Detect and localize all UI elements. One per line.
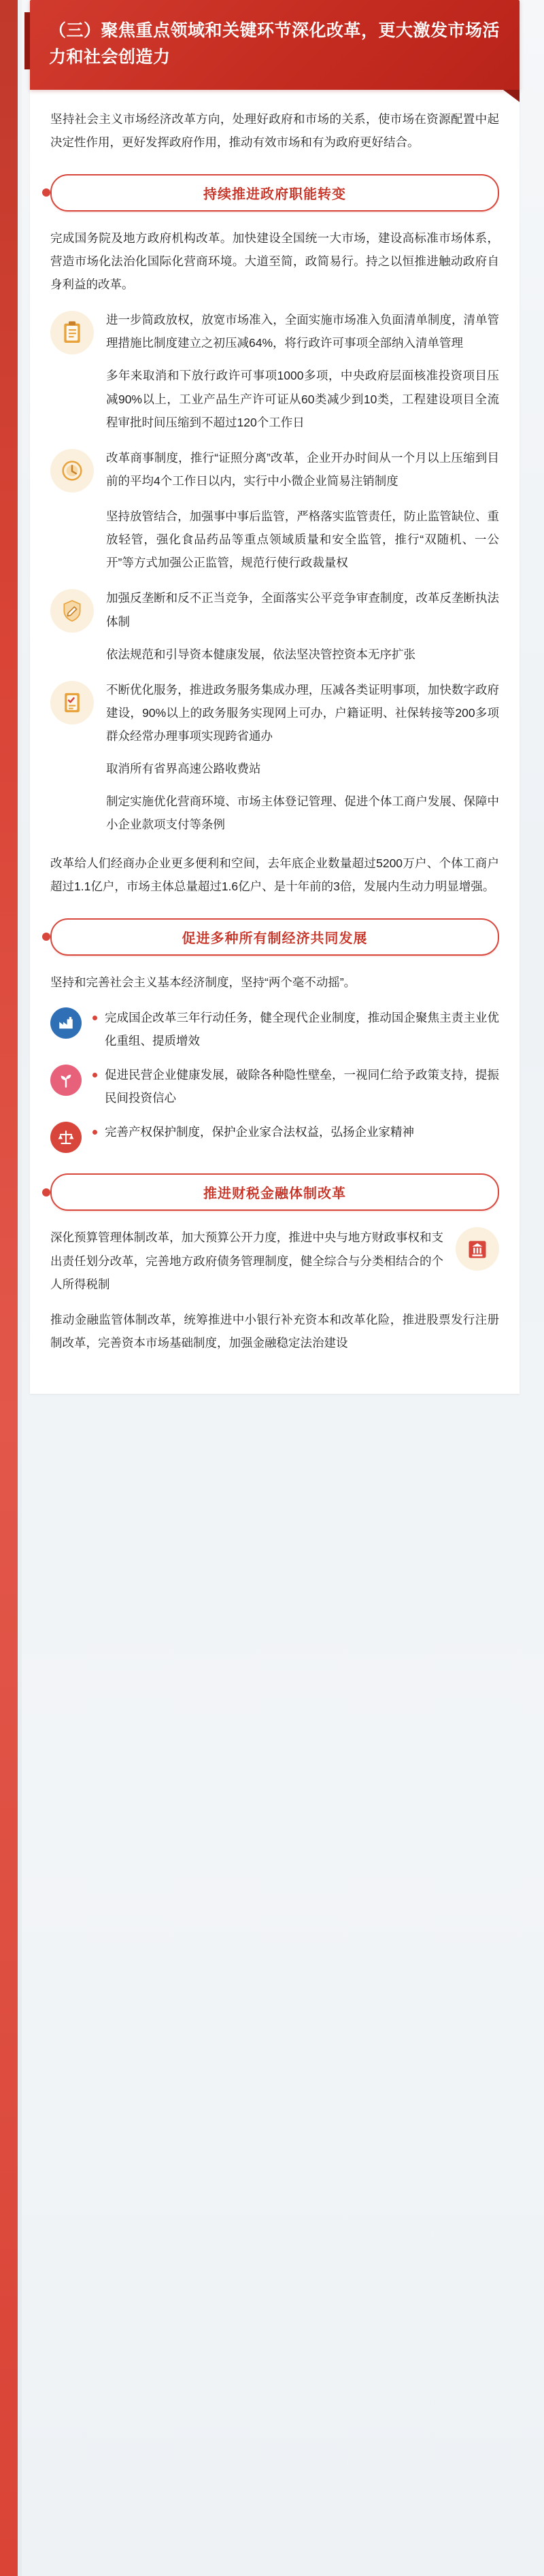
section3-block [50,1226,499,1367]
shield-pen-icon-glyph [58,597,86,624]
banner-corner-notch [503,90,520,102]
stamp-icon-glyph [58,457,86,484]
section2-lead: 坚持和完善社会主义基本经济制度，坚持“两个毫不动摇”。 [50,975,356,989]
list-item-text: 完成国企改革三年行动任务，健全现代企业制度，推动国企聚焦主责主业优化重组、提质增效 [92,1006,499,1052]
list-item [50,1006,499,1052]
section1-block-3 [50,505,499,574]
article-title-banner [30,0,520,90]
sprout-icon [50,1065,82,1096]
clipboard-icon-glyph [58,319,86,346]
section1-para-3: 改革商事制度，推行“证照分离”改革，企业开办时间从一个月以上压缩到目前的平均4个工作日以内，实行中小微企业简易注销制度 [106,450,499,488]
section1-para-5: 加强反垄断和反不正当竞争，全面落实公平竞争审查制度，改革反垄断执法体制 [106,591,499,629]
checklist-icon [50,681,94,724]
bank-icon [456,1227,499,1271]
spacer-icon [50,507,94,551]
shield-pen-icon [50,589,94,633]
balance-icon-glyph [57,1128,75,1146]
section1-block-1 [50,308,499,434]
page-title: （三）聚焦重点领域和关键环节深化改革，更大激发市场活力和社会创造力 [49,21,500,67]
intro-paragraph: 坚持社会主义市场经济改革方向，处理好政府和市场的关系，使市场在资源配置中起决定性作用，更好发挥政府作用，推动有效市场和有为政府更好结合。 [50,112,499,149]
left-decorative-rail [0,0,18,2576]
stamp-icon [50,449,94,492]
sprout-icon-glyph [57,1071,75,1089]
section1-lead: 完成国务院及地方政府机构改革。加快建设全国统一大市场，建设高标准市场体系，营造市场化法治化国际化营商环境。大道至简，政简易行。持之以恒推进触动政府自身利益的改革。 [50,231,499,291]
list-item [50,1063,499,1109]
balance-icon [50,1122,82,1153]
section1-para-8: 取消所有省界高速公路收费站 [106,762,261,776]
clipboard-icon [50,311,94,354]
section1-tail: 改革给人们经商办企业更多便利和空间，去年底企业数量超过5200万户、个体工商户超过1.1亿户，市场主体总量超过1.6亿户、是十年前的3倍，发展内生动力明显增强。 [50,856,499,893]
section1-para-9: 制定实施优化营商环境、市场主体登记管理、促进个体工商户发展、保障中小企业款项支付等条例 [106,794,499,832]
section-heading-1: 持续推进政府职能转变 [50,174,499,212]
section-heading-3: 推进财税金融体制改革 [50,1173,499,1211]
section1-para-2: 多年来取消和下放行政许可事项1000多项，中央政府层面核准投资项目压减90%以上，工业产品生产许可证从60类减少到10类，工程建设项目全流程审批时间压缩到不超过120个工作日 [106,369,499,429]
list-item-text: 完善产权保护制度，保护企业家合法权益，弘扬企业家精神 [92,1120,499,1143]
section2-bullet-list [50,1006,499,1154]
section1-block-4 [50,586,499,665]
section1-para-7: 不断优化服务，推进政务服务集成办理，压减各类证明事项，加快数字政府建设，90%以上的政务服务实现网上可办，户籍证明、社保转接等200多项群众经常办理事项实现跨省通办 [106,682,499,743]
article-body [30,90,520,1394]
factory-icon [50,1007,82,1039]
section1-block-5 [50,678,499,837]
factory-icon-glyph [57,1014,75,1032]
checklist-icon-glyph [58,689,86,716]
section3-para-1: 深化预算管理体制改革，加大预算公开力度，推进中央与地方财政事权和支出责任划分改革，完善地方政府债务管理制度，健全综合与分类相结合的个人所得税制 [50,1231,443,1291]
section3-para-2: 推动金融监管体制改革，统筹推进中小银行补充资本和改革化险，推进股票发行注册制改革，完善资本市场基础制度，加强金融稳定法治建设 [50,1312,499,1350]
bank-icon-glyph [464,1235,491,1262]
section-heading-2: 促进多种所有制经济共同发展 [50,918,499,956]
list-item [50,1120,499,1153]
list-item-text: 促进民营企业健康发展，破除各种隐性壁垒，一视同仁给予政策支持，提振民间投资信心 [92,1063,499,1109]
section1-para-6: 依法规范和引导资本健康发展，依法坚决管控资本无序扩张 [106,647,415,661]
section1-para-4: 坚持放管结合，加强事中事后监管，严格落实监管责任，防止监管缺位、重放轻管，强化食品药品等重点领域质量和安全监管，推行“双随机、一公开”等方式加强公正监管，规范行使行政裁量权 [106,509,499,570]
section1-block-2 [50,446,499,492]
section1-para-1: 进一步简政放权，放宽市场准入，全面实施市场准入负面清单制度，清单管理措施比制度建立之初压减64%，将行政许可事项全部纳入清单管理 [106,313,499,350]
